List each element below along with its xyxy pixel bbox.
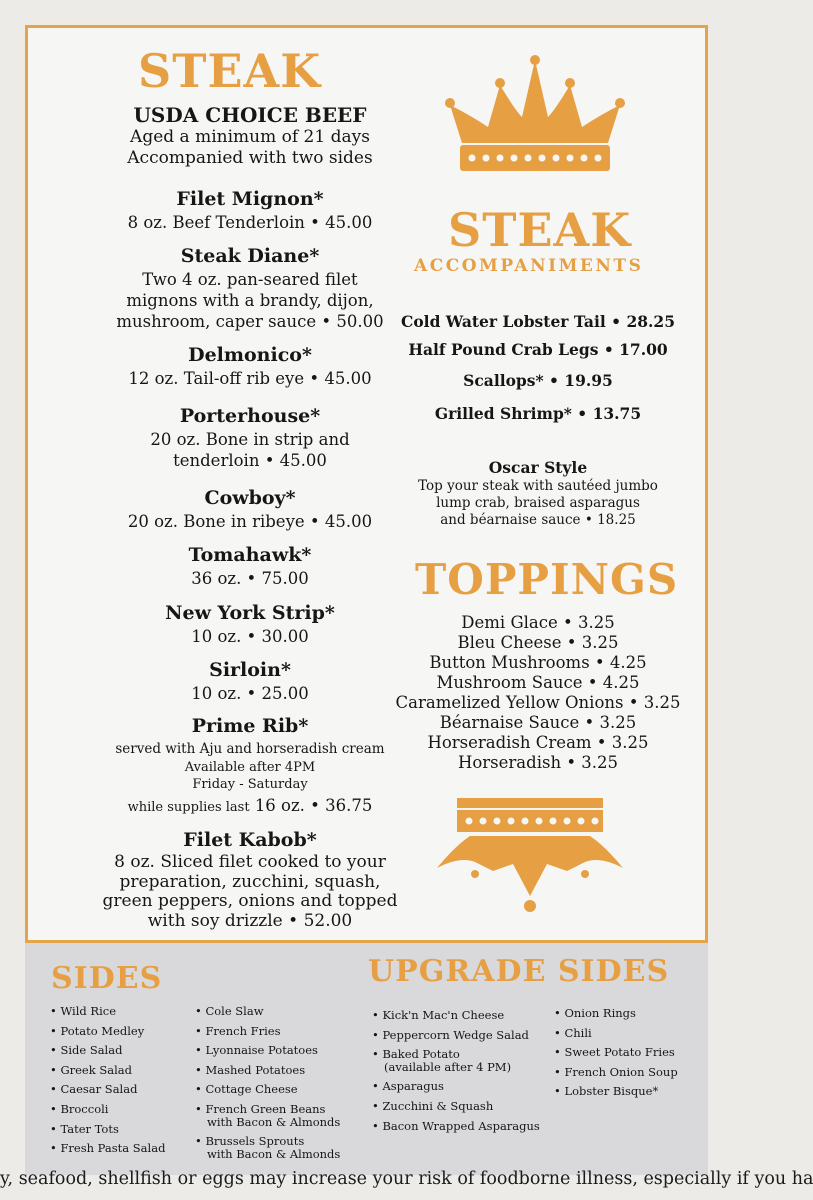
side-item: • Tater Tots [50, 1121, 119, 1136]
usda-heading: USDA CHOICE BEEF [133, 103, 367, 127]
item-desc: 10 oz. • 30.00 [191, 627, 309, 646]
side-item: • Bacon Wrapped Asparagus [372, 1118, 540, 1133]
side-item: • Side Salad [50, 1043, 123, 1058]
accompaniment-item: Cold Water Lobster Tail • 28.25 [401, 312, 675, 331]
food-safety-disclaimer: y, seafood, shellfish or eggs may increase your risk of foodborne illness, especially if you ha [0, 1169, 813, 1189]
prime-rib-supply: while supplies last [127, 800, 250, 815]
menu-item [55, 403, 445, 471]
side-item: • Cottage Cheese [195, 1082, 298, 1097]
side-item: • Onion Rings [554, 1006, 636, 1020]
item-desc: 20 oz. Bone in strip and [150, 430, 350, 449]
side-item: • Caesar Salad [50, 1082, 138, 1097]
aging-note: Aged a minimum of 21 days [130, 127, 370, 147]
item-name: Cowboy* [204, 487, 296, 509]
side-item: • Sweet Potato Fries [554, 1045, 675, 1060]
topping-item: Button Mushrooms • 4.25 [429, 653, 647, 672]
sides-list-2 [195, 1002, 340, 1164]
item-name: Porterhouse* [179, 405, 321, 427]
menu-item [55, 542, 445, 589]
item-desc: green peppers, onions and topped [102, 891, 398, 911]
topping-item: Bleu Cheese • 3.25 [457, 633, 619, 652]
side-item-note: with Bacon & Almonds [207, 1146, 341, 1161]
toppings-list [383, 613, 693, 773]
item-name: Filet Mignon* [176, 188, 324, 210]
topping-item: Caramelized Yellow Onions • 3.25 [395, 693, 681, 712]
side-item: • Cole Slaw [195, 1004, 264, 1018]
item-desc: 20 oz. Bone in ribeye • 45.00 [127, 512, 373, 531]
menu-item [55, 243, 445, 332]
upgrade-sides-title: UPGRADE SIDES [368, 954, 670, 989]
item-desc: mushroom, caper sauce • 50.00 [116, 312, 384, 331]
side-item: • Broccoli [50, 1101, 109, 1116]
sides-note: Accompanied with two sides [127, 148, 373, 168]
side-item: • Greek Salad [50, 1062, 132, 1077]
item-name: Sirloin* [209, 659, 291, 681]
topping-item: Mushroom Sauce • 4.25 [436, 673, 640, 692]
item-desc: 8 oz. Beef Tenderloin • 45.00 [127, 213, 373, 232]
item-desc: 12 oz. Tail-off rib eye • 45.00 [128, 369, 372, 388]
prime-rib-price: 16 oz. • 36.75 [254, 796, 373, 815]
item-name: Steak Diane* [180, 245, 320, 267]
item-desc: tenderloin • 45.00 [173, 451, 327, 470]
side-item: • French Green Beans [195, 1101, 326, 1116]
oscar-style-desc: lump crab, braised asparagus [436, 495, 640, 511]
side-item: • Baked Potato [372, 1047, 460, 1062]
prime-rib-desc: served with Aju and horseradish cream [115, 741, 385, 757]
oscar-style-item [388, 458, 688, 529]
accompaniment-item: Grilled Shrimp* • 13.75 [434, 404, 642, 423]
side-item: • Chili [554, 1025, 592, 1040]
item-desc: with soy drizzle • 52.00 [147, 910, 353, 931]
oscar-style-name: Oscar Style [488, 458, 588, 477]
side-item: • Zucchini & Squash [372, 1098, 494, 1113]
item-name: Filet Kabob* [183, 829, 317, 851]
side-item: • Peppercorn Wedge Salad [372, 1027, 529, 1042]
topping-item: Horseradish • 3.25 [457, 753, 619, 772]
item-name: Tomahawk* [188, 544, 312, 566]
filet-kabob-item [55, 827, 445, 931]
accompaniments-subtitle: ACCOMPANIMENTS [414, 256, 644, 276]
steak-title: STEAK [138, 44, 322, 98]
side-item-note: (available after 4 PM) [384, 1059, 512, 1074]
topping-item: Béarnaise Sauce • 3.25 [439, 713, 637, 732]
oscar-style-desc: Top your steak with sautéed jumbo [418, 478, 658, 494]
menu-item [55, 342, 445, 389]
prime-rib-availability: Available after 4PM [184, 760, 316, 775]
item-name: New York Strip* [165, 602, 335, 624]
item-desc: 36 oz. • 75.00 [191, 569, 309, 588]
side-item: • Brussels Sprouts [195, 1134, 305, 1149]
item-name: Prime Rib* [191, 715, 309, 737]
side-item: • Fresh Pasta Salad [50, 1141, 166, 1156]
side-item: • Mashed Potatoes [195, 1062, 306, 1077]
item-desc: mignons with a brandy, dijon, [126, 291, 374, 310]
item-desc: preparation, zucchini, squash, [119, 871, 381, 892]
accompaniment-item: Scallops* • 19.95 [463, 371, 613, 390]
menu-item [55, 186, 445, 233]
toppings-title: TOPPINGS [415, 555, 679, 604]
item-desc: 10 oz. • 25.00 [191, 684, 309, 703]
side-item: • Lyonnaise Potatoes [195, 1043, 318, 1058]
sides-list-1 [50, 1002, 165, 1159]
steak-intro [55, 103, 445, 169]
topping-item: Demi Glace • 3.25 [461, 613, 615, 632]
side-item: • Potato Medley [50, 1023, 145, 1038]
side-item: • Asparagus [372, 1079, 444, 1094]
menu-item [55, 485, 445, 532]
accompaniments-title: STEAK [448, 203, 632, 257]
item-desc: 8 oz. Sliced filet cooked to your [114, 852, 386, 872]
item-desc: Two 4 oz. pan-seared filet [142, 270, 358, 289]
prime-rib-price-line [55, 795, 445, 816]
accompaniment-item: Half Pound Crab Legs • 17.00 [408, 340, 668, 359]
side-item: • Kick'n Mac'n Cheese [372, 1008, 505, 1022]
side-item: • French Onion Soup [554, 1064, 678, 1079]
crown-bottom-icon [435, 796, 625, 916]
prime-rib-days: Friday - Saturday [192, 777, 308, 792]
topping-item: Horseradish Cream • 3.25 [427, 733, 649, 752]
side-item: • Wild Rice [50, 1004, 117, 1018]
side-item: • French Fries [195, 1023, 281, 1038]
sides-title: SIDES [51, 961, 163, 996]
side-item: • Lobster Bisque* [554, 1084, 659, 1099]
crown-top-icon [440, 55, 630, 175]
side-item-note: with Bacon & Almonds [207, 1114, 341, 1129]
item-name: Delmonico* [188, 344, 312, 366]
upgrade-sides-list-2 [554, 1004, 678, 1102]
upgrade-sides-list-1 [372, 1006, 540, 1136]
oscar-style-desc: and béarnaise sauce • 18.25 [440, 512, 636, 528]
